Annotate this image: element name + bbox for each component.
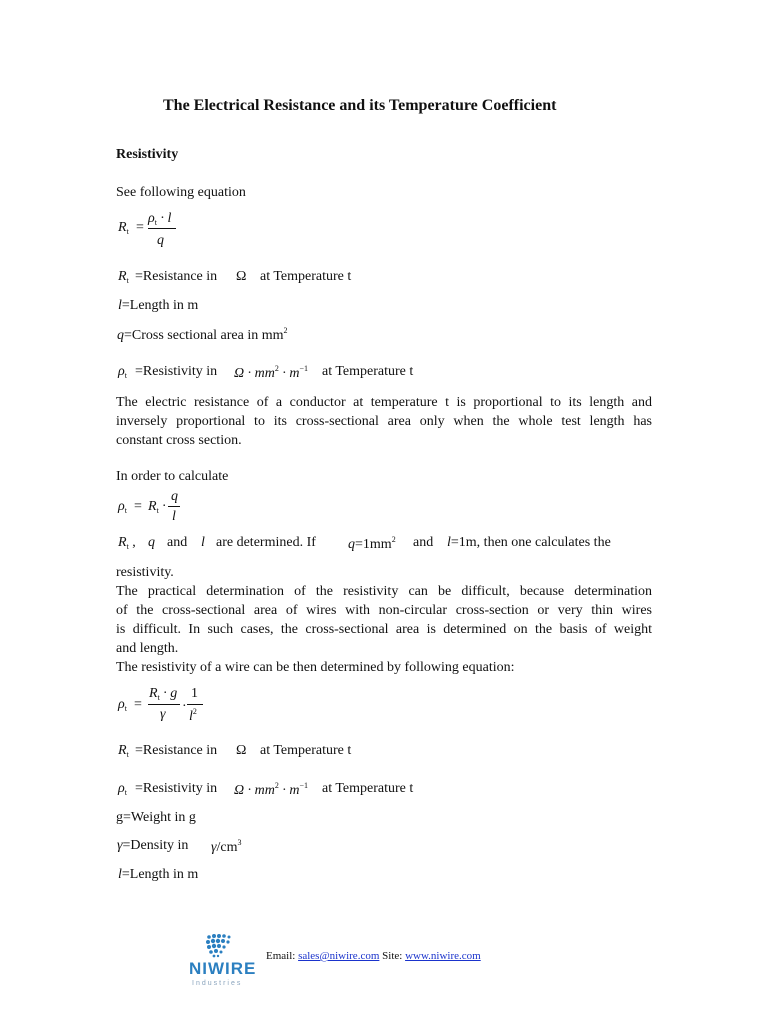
email-label: Email: bbox=[266, 950, 296, 962]
footer-contact bbox=[266, 951, 481, 962]
site-label: Site: bbox=[382, 950, 403, 962]
niwire-logo bbox=[188, 933, 256, 991]
section-heading: Resistivity bbox=[116, 147, 179, 162]
paragraph-1: The electric resistance of a conductor at temperature t is proportional to its length and inversely proportional to its cross-sectional area only when the whole test length has constant cross section. bbox=[116, 395, 652, 448]
logo-name: NIWIRE bbox=[189, 959, 257, 978]
intro-text: See following equation bbox=[116, 185, 246, 200]
logo-dots-icon bbox=[205, 933, 235, 959]
calc-intro: In order to calculate bbox=[116, 469, 229, 484]
email-link[interactable]: sales@niwire.com bbox=[298, 950, 380, 962]
page-title: The Electrical Resistance and its Temperature Coefficient bbox=[163, 97, 557, 114]
definition-weight: g=Weight in g bbox=[116, 810, 196, 825]
paragraph-2: resistivity. The practical determination of the resistivity can be difficult, because determination of the cross-sectional area of wires with non-circular cross-section or very thin wires is difficult. In such cases, the cross-sectional area is determined on the basis of weight and length. The resistivity of a wire can be then determined by following equation: bbox=[116, 565, 652, 675]
definition-length-2: l=Length in m bbox=[118, 867, 199, 882]
logo-subtitle: Industries bbox=[192, 980, 243, 987]
site-link[interactable]: www.niwire.com bbox=[405, 950, 481, 962]
